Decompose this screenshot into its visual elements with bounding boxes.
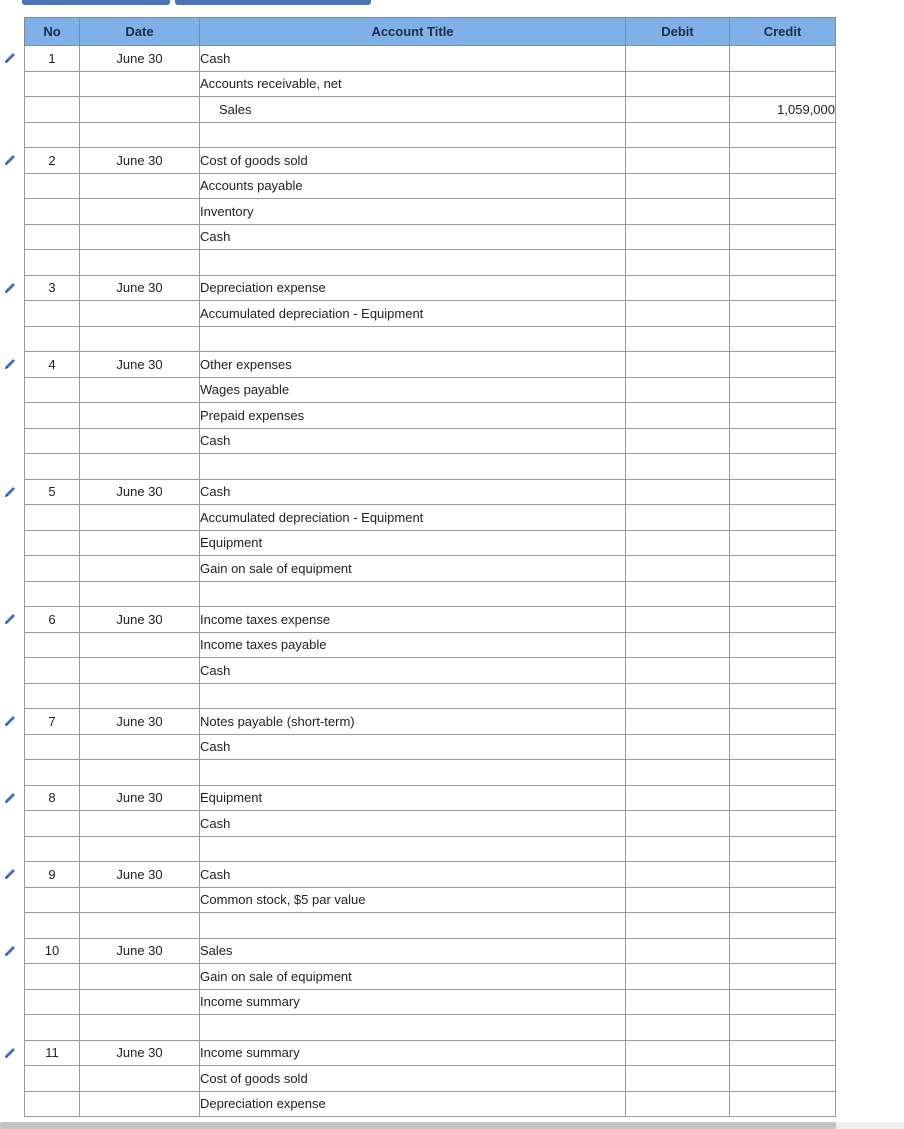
account-title-cell[interactable]: Equipment xyxy=(200,530,626,556)
credit-cell[interactable] xyxy=(730,454,836,480)
account-title-cell[interactable]: Depreciation expense xyxy=(200,275,626,301)
entry-number-cell xyxy=(25,71,80,97)
credit-cell[interactable] xyxy=(730,173,836,199)
entry-number-cell xyxy=(25,199,80,225)
credit-cell[interactable] xyxy=(730,1066,836,1092)
date-cell xyxy=(80,581,200,607)
credit-cell[interactable] xyxy=(730,530,836,556)
table-row xyxy=(25,1091,836,1117)
entry-number-cell: 9 xyxy=(25,862,80,888)
table-row xyxy=(25,836,836,862)
account-title-cell[interactable]: Sales xyxy=(200,97,626,123)
table-row xyxy=(25,199,836,225)
horizontal-scrollbar[interactable] xyxy=(0,1122,904,1129)
table-row xyxy=(25,811,836,837)
debit-cell[interactable] xyxy=(626,301,730,327)
table-row xyxy=(25,1040,836,1066)
credit-cell[interactable] xyxy=(730,887,836,913)
account-title-cell[interactable]: Cash xyxy=(200,428,626,454)
debit-cell[interactable] xyxy=(626,913,730,939)
date-cell xyxy=(80,377,200,403)
pencil-icon[interactable] xyxy=(3,612,17,626)
account-title-cell[interactable] xyxy=(200,326,626,352)
debit-cell[interactable] xyxy=(626,938,730,964)
debit-cell[interactable] xyxy=(626,811,730,837)
entry-number-cell xyxy=(25,913,80,939)
credit-cell[interactable] xyxy=(730,658,836,684)
entry-number-cell xyxy=(25,989,80,1015)
table-row xyxy=(25,122,836,148)
debit-cell[interactable] xyxy=(626,1066,730,1092)
entry-number-cell xyxy=(25,887,80,913)
date-cell xyxy=(80,530,200,556)
credit-cell[interactable] xyxy=(730,479,836,505)
credit-cell[interactable] xyxy=(730,734,836,760)
date-cell: June 30 xyxy=(80,46,200,72)
account-title-cell[interactable]: Inventory xyxy=(200,199,626,225)
entry-number-cell xyxy=(25,1091,80,1117)
table-row xyxy=(25,377,836,403)
account-title-cell[interactable]: Income taxes expense xyxy=(200,607,626,633)
entry-number-cell xyxy=(25,301,80,327)
date-cell xyxy=(80,811,200,837)
entry-number-cell: 10 xyxy=(25,938,80,964)
credit-cell[interactable] xyxy=(730,785,836,811)
pencil-icon[interactable] xyxy=(3,357,17,371)
table-row xyxy=(25,224,836,250)
debit-cell[interactable] xyxy=(626,632,730,658)
pencil-icon[interactable] xyxy=(3,791,17,805)
credit-cell[interactable] xyxy=(730,632,836,658)
date-cell xyxy=(80,683,200,709)
account-title-cell[interactable]: Other expenses xyxy=(200,352,626,378)
header-date: Date xyxy=(80,18,200,46)
header-debit: Debit xyxy=(626,18,730,46)
table-row xyxy=(25,1015,836,1041)
credit-cell[interactable] xyxy=(730,1091,836,1117)
account-title-cell[interactable]: Accumulated depreciation - Equipment xyxy=(200,505,626,531)
entry-number-cell xyxy=(25,556,80,582)
pencil-icon[interactable] xyxy=(3,51,17,65)
pencil-icon[interactable] xyxy=(3,281,17,295)
table-row xyxy=(25,352,836,378)
table-row xyxy=(25,683,836,709)
entry-number-cell xyxy=(25,581,80,607)
table-row xyxy=(25,530,836,556)
account-title-cell[interactable] xyxy=(200,250,626,276)
table-row xyxy=(25,760,836,786)
debit-cell[interactable] xyxy=(626,683,730,709)
entry-number-cell xyxy=(25,97,80,123)
entry-number-cell xyxy=(25,964,80,990)
entry-number-cell xyxy=(25,836,80,862)
date-cell xyxy=(80,454,200,480)
entry-number-cell xyxy=(25,760,80,786)
account-title-cell[interactable]: Income taxes payable xyxy=(200,632,626,658)
credit-cell[interactable] xyxy=(730,1015,836,1041)
table-row xyxy=(25,862,836,888)
date-cell xyxy=(80,224,200,250)
entry-number-cell xyxy=(25,530,80,556)
date-cell xyxy=(80,97,200,123)
table-row xyxy=(25,479,836,505)
credit-cell[interactable] xyxy=(730,938,836,964)
table-row xyxy=(25,989,836,1015)
credit-cell[interactable] xyxy=(730,199,836,225)
pencil-icon[interactable] xyxy=(3,1046,17,1060)
pencil-icon[interactable] xyxy=(3,153,17,167)
credit-cell[interactable] xyxy=(730,581,836,607)
debit-cell[interactable] xyxy=(626,1040,730,1066)
debit-cell[interactable] xyxy=(626,46,730,72)
credit-cell[interactable] xyxy=(730,556,836,582)
debit-cell[interactable] xyxy=(626,479,730,505)
account-title-cell[interactable]: Cash xyxy=(200,734,626,760)
entry-number-cell xyxy=(25,658,80,684)
header-account-title: Account Title xyxy=(200,18,626,46)
credit-cell[interactable] xyxy=(730,71,836,97)
table-row xyxy=(25,46,836,72)
table-row xyxy=(25,148,836,174)
table-row xyxy=(25,785,836,811)
pencil-icon[interactable] xyxy=(3,867,17,881)
debit-cell[interactable] xyxy=(626,352,730,378)
debit-cell[interactable] xyxy=(626,658,730,684)
entry-number-cell: 6 xyxy=(25,607,80,633)
date-cell xyxy=(80,836,200,862)
credit-cell[interactable] xyxy=(730,250,836,276)
credit-cell[interactable] xyxy=(730,811,836,837)
table-row xyxy=(25,1066,836,1092)
account-title-cell[interactable]: Notes payable (short-term) xyxy=(200,709,626,735)
account-title-cell[interactable] xyxy=(200,1015,626,1041)
date-cell xyxy=(80,403,200,429)
account-title-cell[interactable]: Income summary xyxy=(200,1040,626,1066)
account-title-cell[interactable] xyxy=(200,913,626,939)
entry-number-cell: 1 xyxy=(25,46,80,72)
table-row xyxy=(25,607,836,633)
date-cell xyxy=(80,505,200,531)
date-cell xyxy=(80,632,200,658)
account-title-cell[interactable]: Cost of goods sold xyxy=(200,148,626,174)
entry-number-cell: 4 xyxy=(25,352,80,378)
entry-number-cell xyxy=(25,122,80,148)
date-cell xyxy=(80,989,200,1015)
table-row xyxy=(25,581,836,607)
credit-cell[interactable] xyxy=(730,46,836,72)
credit-cell[interactable] xyxy=(730,377,836,403)
credit-cell[interactable] xyxy=(730,709,836,735)
table-row xyxy=(25,250,836,276)
debit-cell[interactable] xyxy=(626,454,730,480)
pencil-icon[interactable] xyxy=(3,485,17,499)
date-cell: June 30 xyxy=(80,862,200,888)
account-title-cell[interactable]: Gain on sale of equipment xyxy=(200,964,626,990)
date-cell: June 30 xyxy=(80,479,200,505)
debit-cell[interactable] xyxy=(626,403,730,429)
date-cell xyxy=(80,428,200,454)
debit-cell[interactable] xyxy=(626,887,730,913)
entry-number-cell xyxy=(25,734,80,760)
debit-cell[interactable] xyxy=(626,607,730,633)
account-title-cell[interactable]: Income summary xyxy=(200,989,626,1015)
table-row xyxy=(25,734,836,760)
debit-cell[interactable] xyxy=(626,250,730,276)
debit-cell[interactable] xyxy=(626,836,730,862)
entry-number-cell: 7 xyxy=(25,709,80,735)
account-title-cell[interactable]: Wages payable xyxy=(200,377,626,403)
date-cell: June 30 xyxy=(80,352,200,378)
date-cell xyxy=(80,199,200,225)
debit-cell[interactable] xyxy=(626,964,730,990)
table-row xyxy=(25,403,836,429)
credit-cell[interactable] xyxy=(730,989,836,1015)
account-title-cell[interactable]: Cash xyxy=(200,46,626,72)
entry-number-cell xyxy=(25,505,80,531)
account-title-cell[interactable]: Sales xyxy=(200,938,626,964)
debit-cell[interactable] xyxy=(626,556,730,582)
debit-cell[interactable] xyxy=(626,428,730,454)
entry-number-cell xyxy=(25,632,80,658)
entry-number-cell xyxy=(25,1066,80,1092)
debit-cell[interactable] xyxy=(626,785,730,811)
table-row xyxy=(25,709,836,735)
debit-cell[interactable] xyxy=(626,122,730,148)
debit-cell[interactable] xyxy=(626,760,730,786)
date-cell xyxy=(80,658,200,684)
journal-table xyxy=(24,17,836,1117)
entry-number-cell: 8 xyxy=(25,785,80,811)
entry-number-cell xyxy=(25,454,80,480)
account-title-cell[interactable]: Accounts receivable, net xyxy=(200,71,626,97)
date-cell xyxy=(80,913,200,939)
scrollbar-thumb[interactable] xyxy=(0,1122,836,1129)
date-cell xyxy=(80,250,200,276)
account-title-cell[interactable]: Depreciation expense xyxy=(200,1091,626,1117)
debit-cell[interactable] xyxy=(626,275,730,301)
credit-cell[interactable] xyxy=(730,148,836,174)
date-cell: June 30 xyxy=(80,275,200,301)
tab-indicator-1[interactable] xyxy=(22,0,170,5)
debit-cell[interactable] xyxy=(626,224,730,250)
account-title-cell[interactable]: Cost of goods sold xyxy=(200,1066,626,1092)
table-row xyxy=(25,632,836,658)
table-row xyxy=(25,301,836,327)
account-title-cell[interactable]: Equipment xyxy=(200,785,626,811)
pencil-icon[interactable] xyxy=(3,714,17,728)
debit-cell[interactable] xyxy=(626,148,730,174)
account-title-cell[interactable] xyxy=(200,683,626,709)
date-cell xyxy=(80,760,200,786)
account-title-cell[interactable] xyxy=(200,454,626,480)
entry-number-cell xyxy=(25,1015,80,1041)
header-credit: Credit xyxy=(730,18,836,46)
debit-cell[interactable] xyxy=(626,326,730,352)
debit-cell[interactable] xyxy=(626,97,730,123)
account-title-cell[interactable]: Accumulated depreciation - Equipment xyxy=(200,301,626,327)
account-title-cell[interactable]: Cash xyxy=(200,811,626,837)
table-row xyxy=(25,887,836,913)
debit-cell[interactable] xyxy=(626,734,730,760)
date-cell xyxy=(80,71,200,97)
credit-cell[interactable] xyxy=(730,1040,836,1066)
debit-cell[interactable] xyxy=(626,199,730,225)
entry-number-cell xyxy=(25,428,80,454)
credit-cell[interactable] xyxy=(730,607,836,633)
debit-cell[interactable] xyxy=(626,989,730,1015)
credit-cell[interactable] xyxy=(730,122,836,148)
date-cell xyxy=(80,173,200,199)
debit-cell[interactable] xyxy=(626,1015,730,1041)
debit-cell[interactable] xyxy=(626,377,730,403)
entry-number-cell xyxy=(25,250,80,276)
account-title-cell[interactable]: Gain on sale of equipment xyxy=(200,556,626,582)
entry-number-cell xyxy=(25,326,80,352)
table-row xyxy=(25,454,836,480)
pencil-icon[interactable] xyxy=(3,944,17,958)
credit-cell[interactable] xyxy=(730,760,836,786)
credit-cell[interactable] xyxy=(730,326,836,352)
date-cell xyxy=(80,122,200,148)
debit-cell[interactable] xyxy=(626,862,730,888)
table-row xyxy=(25,505,836,531)
date-cell: June 30 xyxy=(80,148,200,174)
account-title-cell[interactable] xyxy=(200,836,626,862)
credit-cell[interactable] xyxy=(730,505,836,531)
account-title-cell[interactable]: Cash xyxy=(200,479,626,505)
debit-cell[interactable] xyxy=(626,1091,730,1117)
entry-number-cell: 11 xyxy=(25,1040,80,1066)
debit-cell[interactable] xyxy=(626,505,730,531)
date-cell xyxy=(80,1015,200,1041)
account-title-cell[interactable]: Prepaid expenses xyxy=(200,403,626,429)
header-no: No xyxy=(25,18,80,46)
date-cell: June 30 xyxy=(80,938,200,964)
table-row xyxy=(25,71,836,97)
date-cell: June 30 xyxy=(80,607,200,633)
date-cell xyxy=(80,1066,200,1092)
entry-number-cell: 3 xyxy=(25,275,80,301)
account-title-cell[interactable]: Cash xyxy=(200,224,626,250)
account-title-cell[interactable]: Cash xyxy=(200,658,626,684)
credit-cell[interactable] xyxy=(730,224,836,250)
credit-cell[interactable] xyxy=(730,964,836,990)
credit-cell[interactable] xyxy=(730,836,836,862)
date-cell xyxy=(80,887,200,913)
entry-number-cell: 5 xyxy=(25,479,80,505)
credit-cell[interactable] xyxy=(730,352,836,378)
table-row xyxy=(25,658,836,684)
debit-cell[interactable] xyxy=(626,581,730,607)
entry-number-cell xyxy=(25,377,80,403)
entry-number-cell xyxy=(25,173,80,199)
debit-cell[interactable] xyxy=(626,709,730,735)
table-row xyxy=(25,428,836,454)
date-cell xyxy=(80,964,200,990)
account-title-cell[interactable]: Cash xyxy=(200,862,626,888)
table-row xyxy=(25,913,836,939)
entry-number-cell xyxy=(25,224,80,250)
table-header-row xyxy=(25,18,836,46)
entry-number-cell: 2 xyxy=(25,148,80,174)
account-title-cell[interactable]: Accounts payable xyxy=(200,173,626,199)
table-row xyxy=(25,938,836,964)
entry-number-cell xyxy=(25,683,80,709)
account-title-cell[interactable] xyxy=(200,760,626,786)
credit-cell[interactable] xyxy=(730,275,836,301)
date-cell xyxy=(80,301,200,327)
date-cell: June 30 xyxy=(80,785,200,811)
date-cell xyxy=(80,326,200,352)
date-cell xyxy=(80,734,200,760)
credit-cell[interactable] xyxy=(730,428,836,454)
credit-cell[interactable] xyxy=(730,913,836,939)
credit-cell[interactable] xyxy=(730,403,836,429)
table-row xyxy=(25,173,836,199)
table-row xyxy=(25,275,836,301)
debit-cell[interactable] xyxy=(626,530,730,556)
debit-cell[interactable] xyxy=(626,71,730,97)
table-row xyxy=(25,97,836,123)
edit-icon-column xyxy=(0,0,24,1129)
date-cell: June 30 xyxy=(80,709,200,735)
table-row xyxy=(25,964,836,990)
credit-cell[interactable] xyxy=(730,301,836,327)
date-cell xyxy=(80,556,200,582)
date-cell: June 30 xyxy=(80,1040,200,1066)
table-row xyxy=(25,326,836,352)
date-cell xyxy=(80,1091,200,1117)
entry-number-cell xyxy=(25,403,80,429)
credit-cell[interactable] xyxy=(730,862,836,888)
account-title-cell[interactable]: Common stock, $5 par value xyxy=(200,887,626,913)
tab-indicator-2[interactable] xyxy=(175,0,371,5)
table-row xyxy=(25,556,836,582)
credit-cell[interactable] xyxy=(730,683,836,709)
entry-number-cell xyxy=(25,811,80,837)
account-title-cell[interactable] xyxy=(200,122,626,148)
account-title-cell[interactable] xyxy=(200,581,626,607)
debit-cell[interactable] xyxy=(626,173,730,199)
credit-cell[interactable]: 1,059,000 xyxy=(730,97,836,123)
